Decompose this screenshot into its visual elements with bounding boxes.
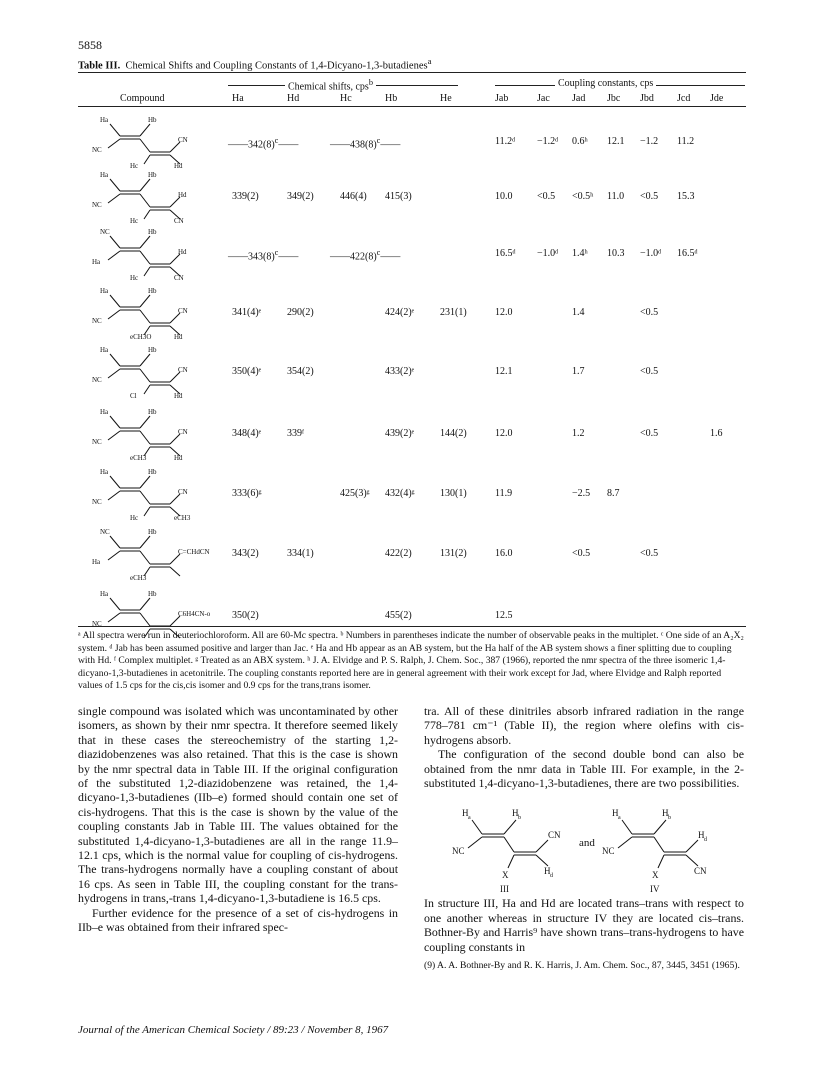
- coupling-cell: 11.9: [495, 488, 513, 499]
- shift-cell: 415(3): [385, 191, 412, 202]
- journal-footer: Journal of the American Chemical Society / 89:23 / November 8, 1967: [78, 1024, 389, 1036]
- structure-label: Ha: [100, 468, 109, 476]
- coupling-cell: <0.5: [640, 366, 659, 377]
- svg-text:X: X: [502, 870, 509, 881]
- structure-iii: [468, 820, 548, 868]
- shift-cell: 455(2): [385, 610, 412, 621]
- coupling-cell: −1.2ᵈ: [537, 136, 559, 147]
- coupling-cell: 11.0: [607, 191, 625, 202]
- coupling-cell: 12.5: [495, 610, 513, 621]
- svg-text:H: H: [662, 808, 669, 819]
- structure-label: NC: [92, 438, 102, 446]
- table-title: Chemical Shifts and Coupling Constants of 1,4-Dicyano-1,3-butadienes: [125, 60, 428, 72]
- structures-iii-iv-drawing: [424, 794, 744, 894]
- col-coupling-header: Jcd: [677, 93, 691, 104]
- shift-cell: 446(4): [340, 191, 367, 202]
- coupling-cell: <0.5: [572, 548, 591, 559]
- shift-cell: 424(2)ᵉ: [385, 307, 415, 318]
- structure-label: CN: [178, 366, 188, 374]
- compound-structure: [90, 404, 200, 462]
- col-coupling-header: Jab: [495, 93, 509, 104]
- svg-text:NC: NC: [602, 846, 615, 857]
- structure-label: Hc: [130, 274, 139, 282]
- structure-label: CN: [174, 217, 184, 225]
- structure-label: NC: [92, 201, 102, 209]
- structure-label: Ha: [92, 558, 101, 566]
- structure-label: Ha: [100, 116, 109, 124]
- shift-cell: 144(2): [440, 428, 467, 439]
- shift-span-cell: $——438(8)^c——$: [330, 136, 401, 151]
- coupling-cell: 10.0: [495, 191, 513, 202]
- structure-label: Ha: [100, 346, 109, 354]
- structure-label: NC: [92, 376, 102, 384]
- structure-label: Hd: [174, 454, 183, 462]
- label-and: and: [579, 837, 595, 850]
- table-top-rule: [78, 72, 746, 73]
- label-iii: III: [500, 884, 509, 895]
- table-footnotes: ᵃ All spectra were run in deuteriochloroform. All are 60-Mc spectra. ᵇ Numbers in parentheses indicate the number of observable peaks in the multiplet. ᶜ One side of an A₂X₂ system. ᵈ Jab has been assumed positive and larger than Jac. ᵉ Ha and Hb appear as an AB system, but the Ha half of the AB system shows a finer splitting due to coupling with Hd. ᶠ Complex multiplet. ᵍ Treated as an ABX system. ʰ J. A. Elvidge and P. S. Ralph, J. Chem. Soc., 387 (1966), reported the nmr spectra of the three isomeric 1,4-dicyano-1,3-butadienes in acetonitrile. The coupling constants reported here are in general agreement with their work except for Jad, where Elvidge and Ralph reported values of 1.5 cps for the cis,cis isomer and 0.9 cps for the trans,trans isomer.: [78, 630, 744, 692]
- svg-text:d: d: [704, 837, 707, 844]
- shift-cell: 422(2): [385, 548, 412, 559]
- coupling-cell: 12.1: [495, 366, 513, 377]
- reference-note: (9) A. A. Bothner-By and R. K. Harris, J. Am. Chem. Soc., 87, 3445, 3451 (1965).: [424, 960, 740, 972]
- structure-label: Ha: [100, 590, 109, 598]
- shift-cell: 341(4)ᵉ: [232, 307, 262, 318]
- coupling-cell: 1.2: [572, 428, 585, 439]
- structure-label: Hb: [148, 528, 157, 536]
- coupling-cell: <0.5: [640, 548, 659, 559]
- svg-text:H: H: [462, 808, 469, 819]
- table-row: [78, 464, 746, 522]
- shift-cell: 334(1): [287, 548, 314, 559]
- label-iv: IV: [650, 884, 660, 895]
- shift-cell: 433(2)ᵉ: [385, 366, 415, 377]
- structure-label: Hb: [148, 590, 157, 598]
- coupling-cell: <0.5: [640, 307, 659, 318]
- col-coupling-header: Jac: [537, 93, 550, 104]
- coupling-cell: 16.0: [495, 548, 513, 559]
- structure-label: NC: [100, 228, 110, 236]
- structure-label: NC: [92, 498, 102, 506]
- svg-text:a: a: [468, 815, 471, 822]
- structure-label: eCH3O: [130, 333, 152, 341]
- structure-label: Ha: [100, 171, 109, 179]
- structure-label: NC: [92, 146, 102, 154]
- coupling-cell: 16.5ᵈ: [677, 248, 698, 259]
- svg-text:H: H: [612, 808, 619, 819]
- shift-cell: 290(2): [287, 307, 314, 318]
- caption-mark: a: [427, 56, 432, 66]
- col-compound: Compound: [120, 93, 165, 104]
- col-coupling-header: Jde: [710, 93, 724, 104]
- svg-text:H: H: [698, 830, 705, 841]
- structure-label: NC: [100, 528, 110, 536]
- coupling-cell: 12.0: [495, 428, 513, 439]
- structure-label: Hb: [148, 346, 157, 354]
- shift-cell: 130(1): [440, 488, 467, 499]
- paragraph: tra. All of these dinitriles absorb infrared radiation in the range 778–781 cm⁻¹ (Table II), the region where olefins with cis-hydrogens absorb.: [424, 704, 744, 747]
- shift-cell: 439(2)ᵉ: [385, 428, 415, 439]
- coupling-cell: 1.6: [710, 428, 723, 439]
- coupling-group-header: Coupling constants, cps: [555, 78, 656, 89]
- shift-cell: 350(4)ᵉ: [232, 366, 262, 377]
- body-right-column: [424, 704, 744, 972]
- col-shift-header: He: [440, 93, 452, 104]
- compound-structure: [90, 524, 210, 582]
- svg-text:a: a: [618, 815, 621, 822]
- table-row: [78, 224, 746, 282]
- structure-label: NC: [92, 317, 102, 325]
- svg-text:b: b: [668, 815, 671, 822]
- col-shift-header: Hb: [385, 93, 398, 104]
- structure-label: Hd: [174, 162, 183, 170]
- col-shift-header: Hc: [340, 93, 352, 104]
- table-row: [78, 404, 746, 462]
- shift-cell: 425(3)ᵍ: [340, 488, 370, 499]
- coupling-cell: <0.5: [537, 191, 556, 202]
- coupling-cell: 8.7: [607, 488, 620, 499]
- structure-label: eCH3: [130, 454, 147, 462]
- paragraph: In structure III, Ha and Hd are located trans–trans with respect to one another whereas in structure IV they are located cis–trans. Bothner-By and Harris⁹ have shown trans–trans-hydrogens to have coupling constants in: [424, 896, 744, 954]
- structure-label: Hd: [174, 392, 183, 400]
- structure-label: CN: [174, 274, 184, 282]
- structure-label: Hb: [148, 287, 157, 295]
- svg-text:H: H: [544, 866, 551, 877]
- coupling-cell: −2.5: [572, 488, 591, 499]
- coupling-cell: 12.0: [495, 307, 513, 318]
- shift-cell: 339(2): [232, 191, 259, 202]
- coupling-cell: <0.5: [640, 428, 659, 439]
- shift-cell: 432(4)ᵍ: [385, 488, 415, 499]
- compound-structure: [90, 167, 200, 225]
- shift-cell: 343(2): [232, 548, 259, 559]
- coupling-cell: 15.3: [677, 191, 695, 202]
- col-shift-header: Hd: [287, 93, 300, 104]
- col-coupling-header: Jad: [572, 93, 586, 104]
- table-row: [78, 112, 746, 170]
- coupling-cell: 11.2: [677, 136, 695, 147]
- structure-label: CN: [178, 488, 188, 496]
- svg-text:CN: CN: [694, 866, 707, 877]
- structure-label: Hb: [148, 468, 157, 476]
- svg-text:X: X: [652, 870, 659, 881]
- structure-label: Hd: [174, 333, 183, 341]
- shift-cell: 350(2): [232, 610, 259, 621]
- structure-label: Hd: [178, 248, 187, 256]
- structure-label: Hb: [148, 116, 157, 124]
- structure-label: C=CHdCN: [178, 548, 210, 556]
- compound-structure: [90, 112, 200, 170]
- header-rule: [78, 106, 746, 107]
- col-coupling-header: Jbd: [640, 93, 654, 104]
- compound-structure: [90, 224, 200, 282]
- compound-structure: [90, 464, 200, 522]
- coupling-cell: −1.0ᵈ: [640, 248, 662, 259]
- svg-text:d: d: [550, 873, 553, 880]
- structure-label: eCH3: [130, 574, 147, 582]
- paragraph: Further evidence for the presence of a set of cis-hydrogens in IIb–e was obtained from their infrared spec-: [78, 905, 398, 935]
- table-bottom-rule: [78, 626, 746, 627]
- svg-text:CN: CN: [548, 830, 561, 841]
- structure-label: Ha: [100, 287, 109, 295]
- coupling-cell: 1.4: [572, 307, 585, 318]
- table-caption: [78, 56, 431, 72]
- table-row: [78, 342, 746, 400]
- shifts-group-header: Chemical shifts, cps$^b$: [285, 78, 376, 92]
- shift-cell: 131(2): [440, 548, 467, 559]
- structure-label: Hc: [130, 217, 139, 225]
- coupling-cell: 12.1: [607, 136, 625, 147]
- coupling-cell: −1.2: [640, 136, 659, 147]
- table-label: Table III.: [78, 60, 121, 72]
- shift-cell: 333(6)ᵍ: [232, 488, 262, 499]
- structure-label: Hd: [178, 191, 187, 199]
- shift-cell: 339ᶠ: [287, 428, 305, 439]
- structure-label: Ha: [92, 258, 101, 266]
- shift-cell: 231(1): [440, 307, 467, 318]
- structure-label: C6H4CN-o: [178, 610, 211, 618]
- structure-label: Hc: [130, 162, 139, 170]
- structure-iv: [618, 820, 698, 868]
- structure-label: Hb: [148, 171, 157, 179]
- structure-label: NC: [92, 620, 102, 628]
- compound-structure: [90, 283, 200, 341]
- structure-label: CN: [178, 136, 188, 144]
- table-row: [78, 167, 746, 225]
- col-shift-header: Ha: [232, 93, 244, 104]
- coupling-cell: 1.7: [572, 366, 585, 377]
- table-row: [78, 283, 746, 341]
- coupling-cell: 10.3: [607, 248, 625, 259]
- paragraph: single compound was isolated which was uncontaminated by other isomers, as shown by their nmr spectra. It therefore seemed likely that in these cases the stereochemistry of the starting 1,2-diazidobenzenes was also retained. That this is the case is shown by the nmr spectral data in Table III. If the original configuration of the substituted 1,2-diazidobenzene was retained, the 1,4-dicyano-1,3-butadienes (IIb–e) formed should contain one set of cis-hydrogens. That this is the case is shown by the value of the coupling constants Jab in Table III. The values obtained for the substituted 1,4-dicyano-1,3-butadienes are all in the range 11.9–12.1 cps, which is the normal value for coupling of cis-hydrogens. The trans-hydrogens normally have a coupling constant of about 16 cps. As seen in Table III, the coupling constant for the trans-hydrogens in trans,-trans 1,4-dicyano-1,3-butadiene is 16.5 cps.: [78, 704, 398, 906]
- coupling-cell: 1.4ʰ: [572, 248, 588, 259]
- svg-text:b: b: [518, 815, 521, 822]
- structures-iii-iv: [424, 794, 744, 894]
- svg-text:H: H: [512, 808, 519, 819]
- shift-cell: 354(2): [287, 366, 314, 377]
- paragraph: The configuration of the second double bond can also be obtained from the nmr data in Table III. For example, in the 2-substituted 1,4-dicyano-1,3-butadienes, there are two possibilities.: [424, 747, 744, 791]
- structure-label: Ha: [100, 408, 109, 416]
- structure-label: CN: [178, 307, 188, 315]
- coupling-cell: −1.0ᵈ: [537, 248, 559, 259]
- col-coupling-header: Jbc: [607, 93, 621, 104]
- svg-text:NC: NC: [452, 846, 465, 857]
- coupling-cell: <0.5: [640, 191, 659, 202]
- compound-structure: [90, 342, 200, 400]
- coupling-cell: <0.5ʰ: [572, 191, 594, 202]
- structure-label: eCH3: [174, 514, 191, 522]
- shift-span-cell: $——342(8)^c——$: [228, 136, 299, 151]
- shift-span-cell: $——422(8)^c——$: [330, 248, 401, 263]
- structure-label: Hb: [148, 408, 157, 416]
- page-number: 5858: [78, 38, 102, 52]
- shift-cell: 348(4)ᵉ: [232, 428, 262, 439]
- structure-label: Hc: [130, 514, 139, 522]
- structure-label: Cl: [130, 392, 137, 400]
- coupling-cell: 16.5ᵈ: [495, 248, 516, 259]
- body-left-column: [78, 704, 398, 935]
- structure-label: Hb: [148, 228, 157, 236]
- shift-span-cell: $——343(8)^c——$: [228, 248, 299, 263]
- shift-cell: 349(2): [287, 191, 314, 202]
- table-row: [78, 524, 746, 582]
- structure-label: CN: [178, 428, 188, 436]
- coupling-cell: 11.2ᵈ: [495, 136, 516, 147]
- coupling-cell: 0.6ʰ: [572, 136, 588, 147]
